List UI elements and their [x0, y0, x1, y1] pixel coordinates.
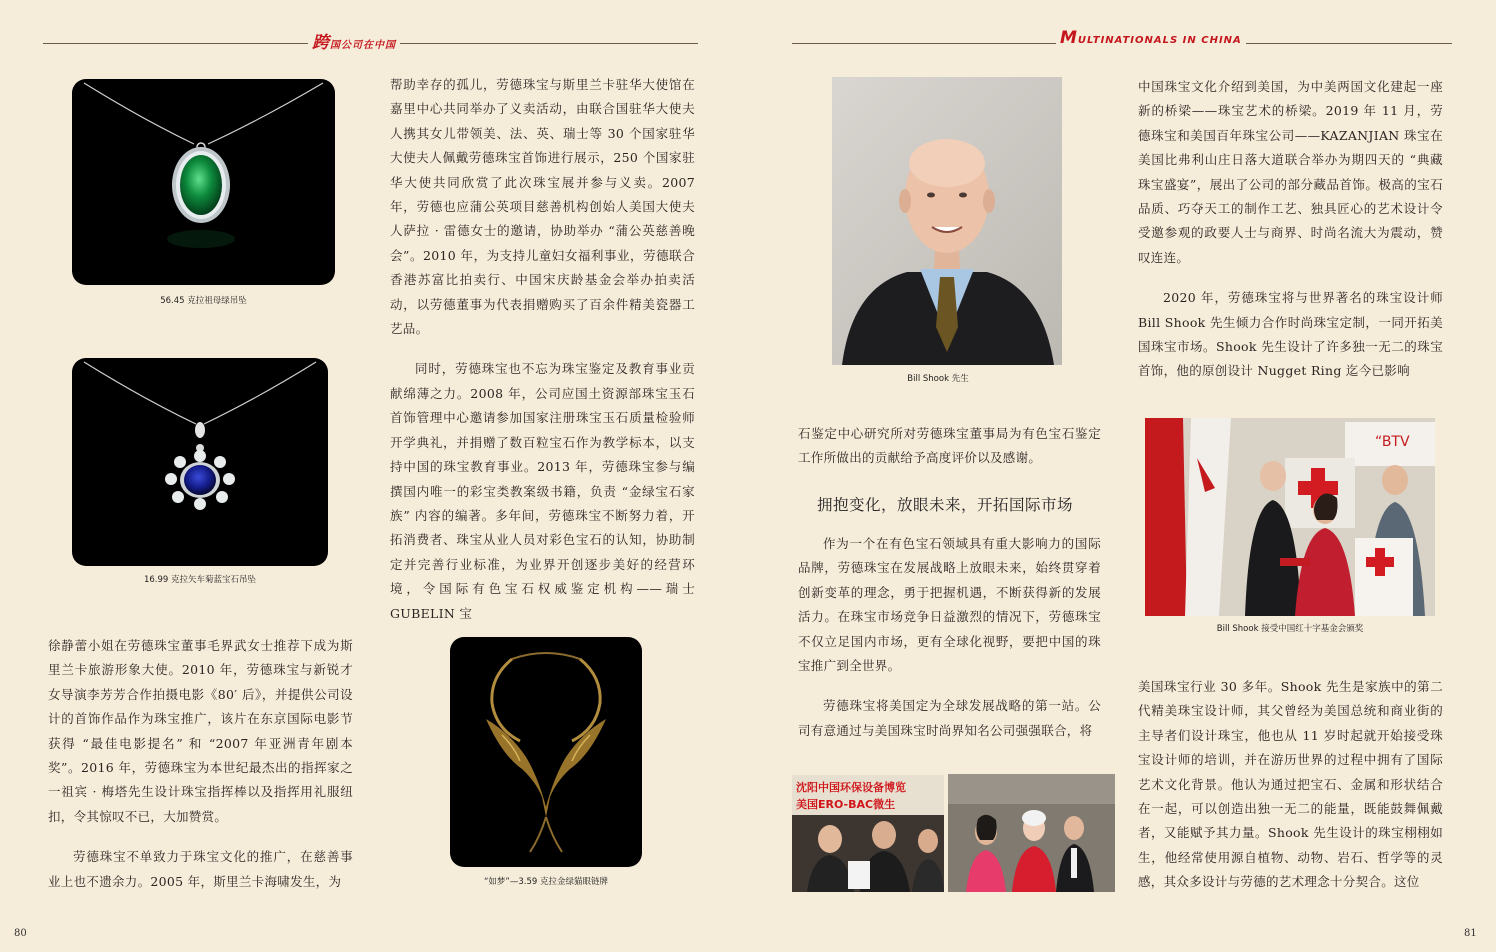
red-cross-caption: Bill Shook 接受中国红十字基金会颁奖	[1216, 624, 1364, 634]
gold-necklace-photo	[450, 637, 642, 867]
emerald-caption: 56.45 克拉祖母绿吊坠	[160, 296, 247, 306]
red-cross-award-image	[1145, 418, 1435, 616]
dinner-event-photo	[948, 774, 1115, 892]
right-page-column-left-body	[798, 532, 1101, 743]
header-title-right-rest: ULTINATIONALS IN CHINA	[1077, 35, 1242, 46]
portrait-caption: Bill Shook 先生	[907, 374, 969, 384]
page-number-right: 81	[1464, 928, 1477, 939]
paragraph-shook-background: 美国珠宝行业 30 多年。Shook 先生是家族中的第二代精美珠宝设计师，其父曾经为美国总统和商业街的主导者们设计珠宝，他也从 11 岁时起就开始接受珠宝设计师的培训，并在游历世界的过程中拥有了国际艺术文化背景。他认为通过把宝石、金属和形状结合在一起，可以创造出独一无二的能量，既能鼓舞佩戴者，又能赋予其力量。Shook 先生设计的珠宝栩栩如生，他经常使用源自植物、动物、岩石、哲学等的灵感，其众多设计与劳德的艺术理念十分契合。这位	[1138, 679, 1443, 890]
expo-banner-line2: 美国ERO-BAC微生	[796, 798, 896, 811]
header-title-left	[308, 28, 400, 53]
paragraph-global-strategy: 作为一个在有色宝石领域具有重大影响力的国际品牌，劳德珠宝在发展战略上放眼未来，始终贯穿着创新变革的理念，勇于把握机遇，不断获得新的发展活力。在珠宝市场竞争日益激烈的情况下，劳德珠宝不仅立足国内市场，更有全球化视野，要把中国的珠宝推广到全世界。	[798, 536, 1101, 674]
right-page-column-right-bottom	[1138, 675, 1443, 895]
award-sign-text: “BTV	[1375, 434, 1410, 450]
paragraph-kazanjian: 中国珠宝文化介绍到美国，为中美两国文化建起一座新的桥梁——珠宝艺术的桥梁。2019 年 11 月，劳德珠宝和美国百年珠宝公司——KAZANJIAN 珠宝在美国比弗利山庄日落大道联合举办为期四天的 “典藏珠宝盛宴”，展出了公司的部分藏品首饰。极高的宝石品质、巧夺天工的制作工艺、独具匠心的艺术设计令受邀参观的政要人士与商界、时尚名流大为震动，赞叹连连。	[1138, 79, 1443, 265]
section-subhead: 拥抱变化，放眼未来，开拓国际市场	[817, 496, 1074, 514]
expo-event-photo	[792, 775, 944, 892]
left-page-column-right	[390, 73, 695, 626]
portrait-image	[832, 77, 1062, 365]
right-page-column-left	[798, 422, 1101, 471]
emerald-pendant-photo	[72, 79, 335, 285]
expo-event-image	[792, 775, 944, 892]
paragraph-bill-shook-intro: 2020 年，劳德珠宝将与世界著名的珠宝设计师 Bill Shook 先生倾力合作时尚珠宝定制，一同开拓美国珠宝市场。Shook 先生设计了许多独一无二的珠宝首饰，他的原创设计 Nugget Ring 迄今已影响	[1138, 290, 1443, 379]
dinner-event-image	[948, 774, 1115, 892]
red-cross-award-photo	[1145, 418, 1435, 616]
paragraph-usa-first: 劳德珠宝将美国定为全球发展战略的第一站。公司有意通过与美国珠宝时尚界知名公司强强联合，将	[798, 698, 1101, 738]
paragraph-charity-events: 帮助幸存的孤儿，劳德珠宝与斯里兰卡驻华大使馆在嘉里中心共同举办了义卖活动，由联合国驻华大使夫人携其女儿带领美、法、英、瑞士等 30 个国家驻华大使夫人佩戴劳德珠宝首饰进行展示，250 个国家驻华大使共同欣赏了此次珠宝展并参与义卖。2007 年，劳德也应蒲公英项目慈善机构创始人美国大使夫人萨拉 · 雷德女士的邀请，协助举办 “蒲公英慈善晚会”。2010 年，为支持儿童妇女福利事业，劳德联合香港苏富比拍卖行、中国宋庆龄基金会举办拍卖活动，以劳德董事为代表捐赠购买了百余件精美瓷器工艺品。	[390, 77, 695, 337]
expo-banner-line1: 沈阳中国环保设备博览	[796, 781, 906, 794]
paragraph-ambassador: 徐静蕾小姐在劳德珠宝董事毛界武女士推荐下成为斯里兰卡旅游形象大使。2010 年，劳德珠宝与新锐才女导演李芳芳合作拍摄电影《80′ 后》，并提供公司设计的首饰作品作为珠宝推广，该片在东京国际电影节获得 “最佳电影提名” 和 “2007 年亚洲青年剧本奖”。2016 年，劳德珠宝为本世纪最杰出的指挥家之一祖宾 · 梅塔先生设计珠宝指挥棒以及指挥用礼服纽扣，令其惊叹不已，大加赞赏。	[48, 638, 353, 824]
left-page-column-left	[48, 634, 353, 894]
sapphire-pendant-image	[72, 358, 328, 566]
right-page-column-right-top	[1138, 75, 1443, 384]
header-title-right-initial: M	[1060, 28, 1078, 48]
paragraph-charity-intro: 劳德珠宝不单致力于珠宝文化的推广，在慈善事业上也不遗余力。2005 年，斯里兰卡海啸发生，为	[48, 849, 353, 889]
sapphire-caption: 16.99 克拉矢车菊蓝宝石吊坠	[143, 575, 257, 585]
paragraph-gubelin-thanks: 石鉴定中心研究所对劳德珠宝董事局为有色宝石鉴定工作所做出的贡献给予高度评价以及感谢。	[798, 426, 1101, 466]
bill-shook-portrait	[832, 77, 1062, 365]
gold-necklace-image	[450, 637, 642, 867]
necklace-caption: “如梦”—3.59 克拉金绿猫眼链牌	[484, 877, 608, 887]
page-number-left: 80	[14, 928, 27, 939]
sapphire-pendant-photo	[72, 358, 328, 566]
header-title-right	[1056, 28, 1246, 48]
header-title-left-rest: 国公司在中国	[330, 40, 396, 51]
emerald-pendant-image	[72, 79, 335, 285]
header-title-left-initial: 跨	[312, 33, 330, 53]
paragraph-education: 同时，劳德珠宝也不忘为珠宝鉴定及教育事业贡献绵薄之力。2008 年，公司应国土资源部珠宝玉石首饰管理中心邀请参加国家注册珠宝玉石质量检验师开学典礼，并捐赠了数百粒宝石作为教学标本，以支持中国的珠宝教育事业。2013 年，劳德珠宝参与编撰国内唯一的彩宝类教案级书籍，负责 “金绿宝石家族” 内容的编著。多年间，劳德珠宝不断努力着，开拓消费者、珠宝从业人员对彩色宝石的认知，协助制定并完善行业标准，为业界开创逐步美好的经营环境，令国际有色宝石权威鉴定机构——瑞士 GUBELIN 宝	[390, 361, 695, 621]
